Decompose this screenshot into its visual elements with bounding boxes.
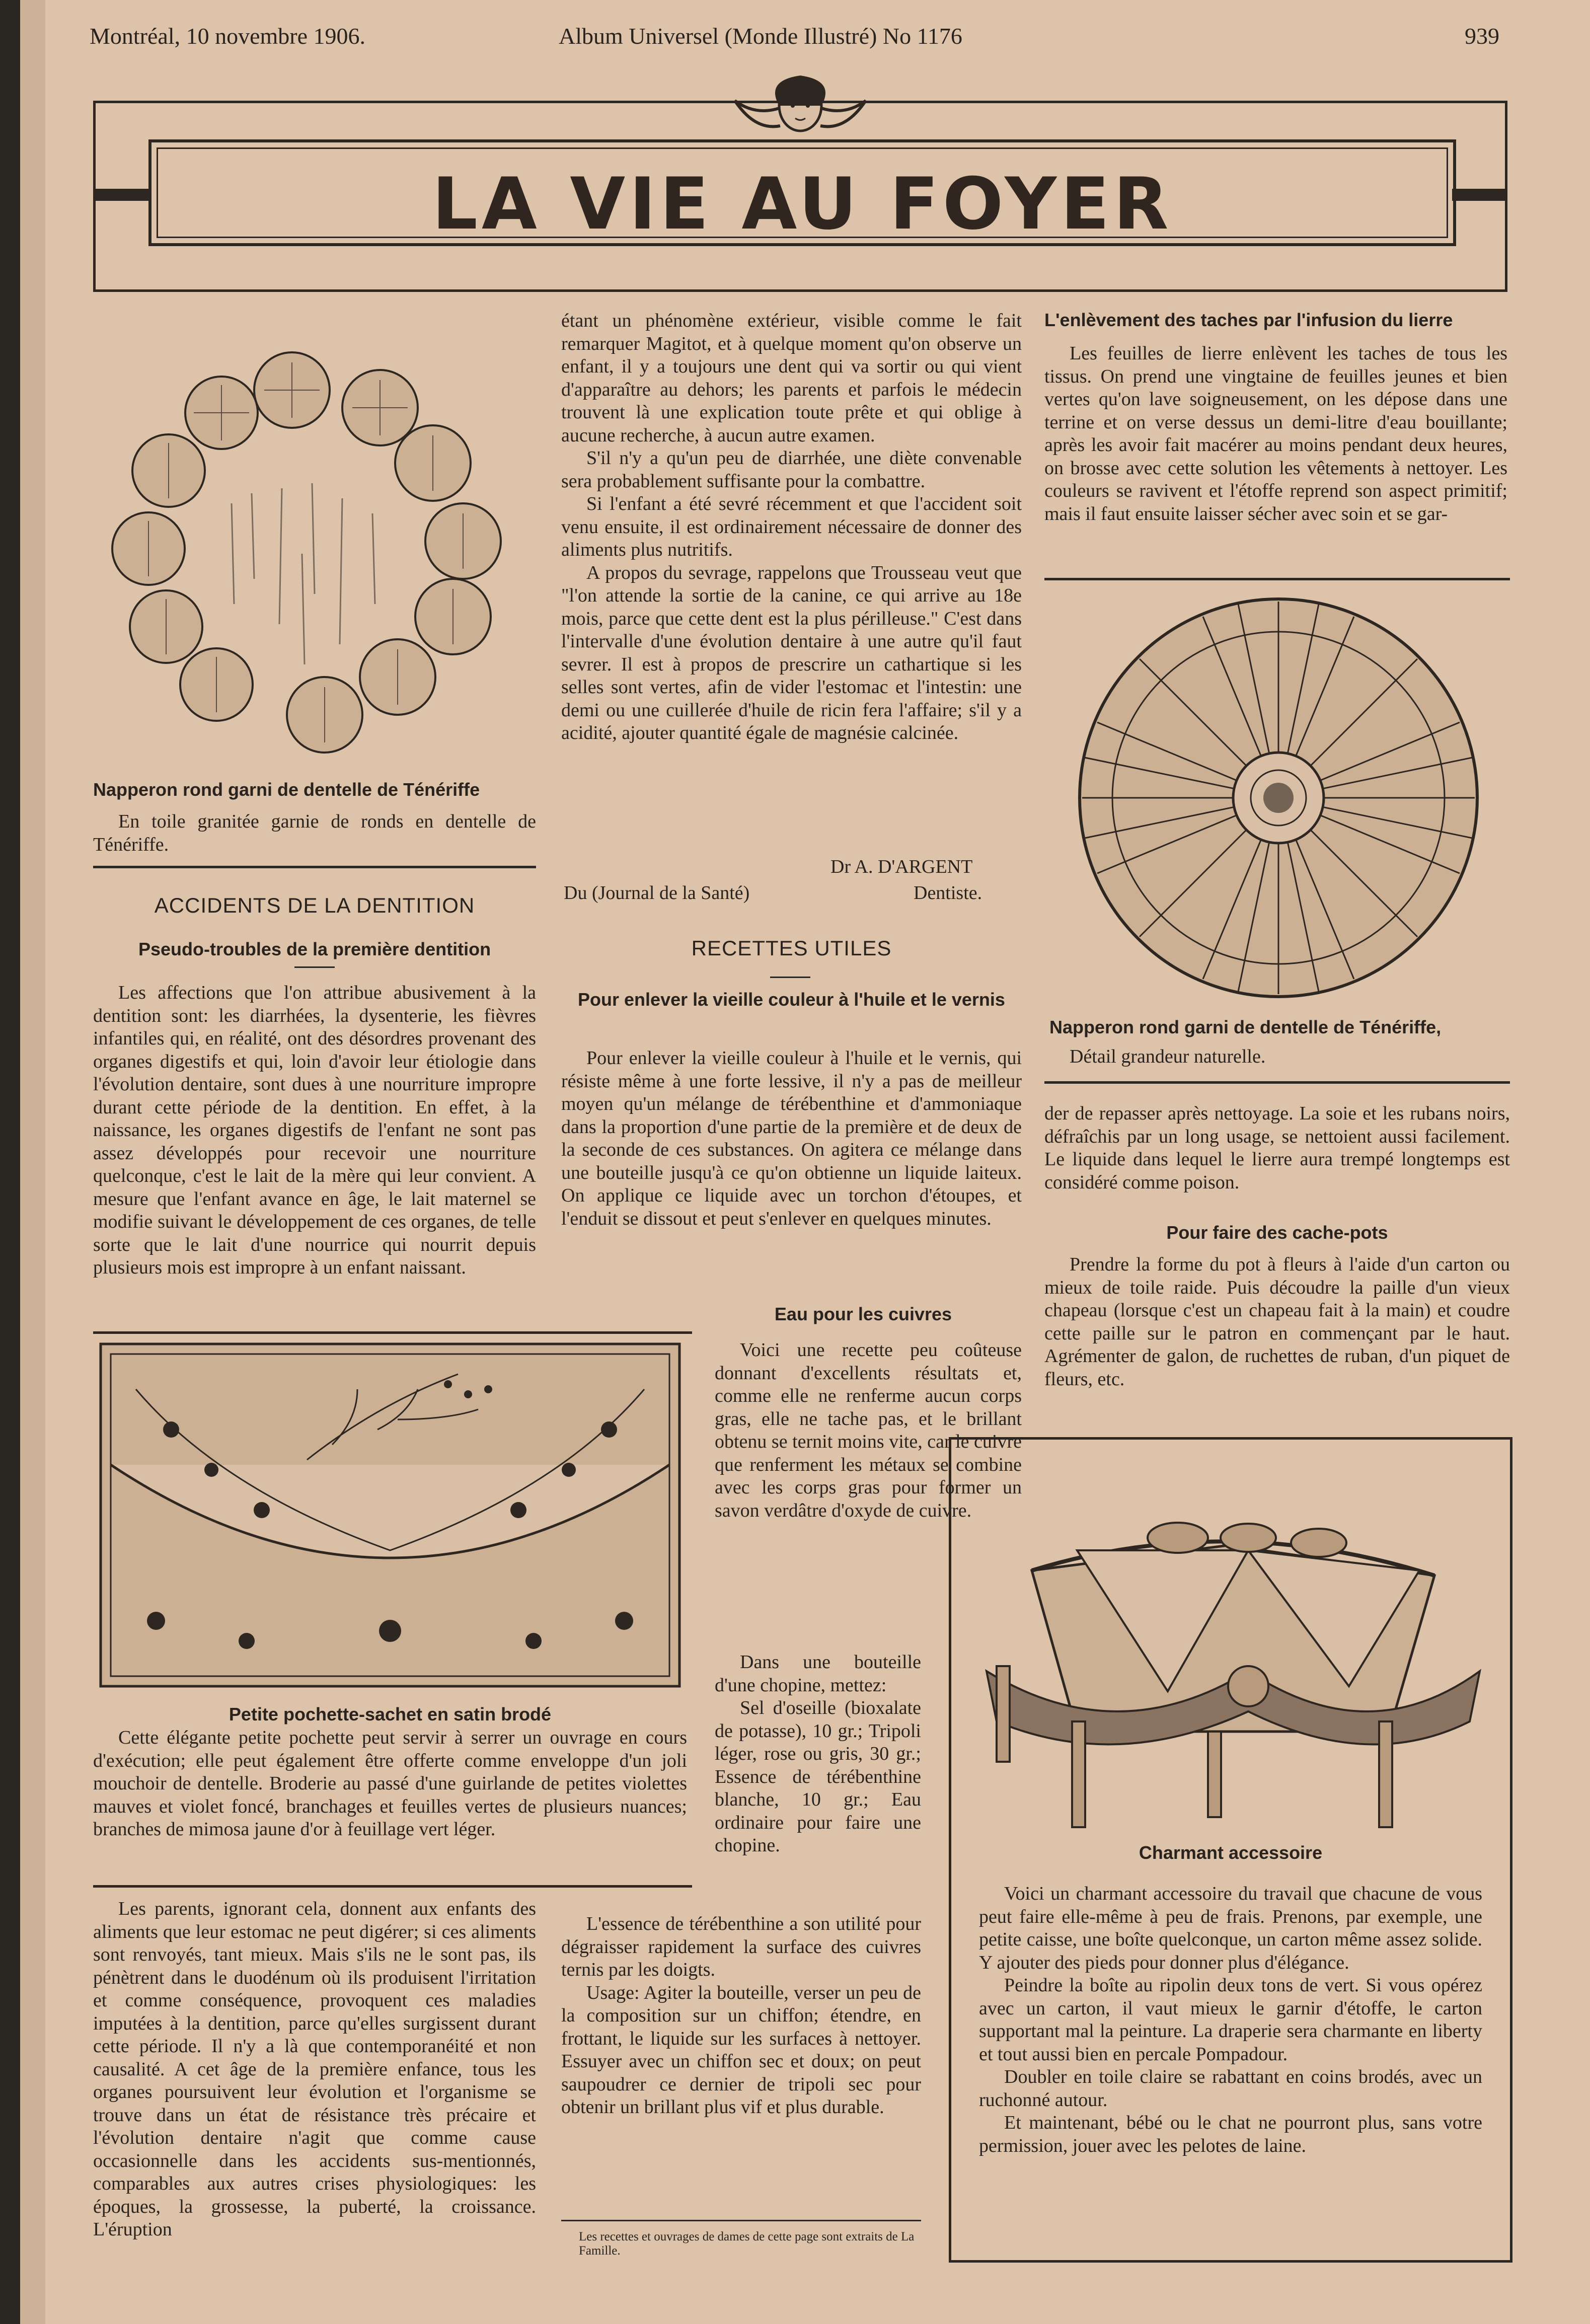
lierre-paragraph: Les feuilles de lierre enlèvent les taches de tous les tissus. On prend une vingtaine de feuilles jeunes et bien vertes qu'on lave soigneusement, on les dépose dans une terrine et on verse dessus un demi-litre d'eau bouillante; après les avoir fait macérer au moins pendant deux heures, on brosse avec cette solution les vêtements à nettoyer. Les couleurs se ravivent et l'étoffe reprend son aspect primitif; mais il faut ensuite laisser sécher avec soin et se gar- [1044,343,1507,524]
pochette-illustration [96,1339,685,1691]
recettes-heading: RECETTES UTILES [691,936,892,960]
napperon-caption: Napperon rond garni de dentelle de Ténériffe [93,779,480,800]
accessoire-paragraph: Doubler en toile claire se rabattant en coins brodés, avec un ruchonné autour. [979,2066,1482,2111]
title-inner-frame [148,139,1456,246]
pochette-description [93,1727,687,1841]
header-page-number: 939 [1465,23,1499,49]
author-signature: Dr A. D'ARGENT [830,856,973,877]
lierre-heading: L'enlèvement des taches par l'infusion du lierre [1044,310,1453,330]
rule [1044,578,1510,580]
dentition-paragraph: Les affections que l'on attribue abusivement à la dentition sont: les diarrhées, la dysenterie, les fièvres infantiles qui, en réalité, ont des désordres provenant des organes digestifs et qui, loin d'avoir leur étiologie dans l'évolution dentaire, sont dues à une nourriture impropre durant cette période de la dentition. En effet, à la naissance, les organes digestifs de l'enfant ne sont pas assez développés pour recevoir une nourriture quelconque, c'est le lait de la mère qui leur convient. A mesure que l'enfant avance en âge, le lait maternel se modifie suivant le développement de ces organes, de telle sorte que le lait d'une nourrice qui nourrit depuis plusieurs mois est impropre à un enfant naissant. [93,982,536,1278]
napperon-detail-desc: Détail grandeur naturelle. [1070,1046,1266,1067]
recipe-paragraph: Sel d'oseille (bioxalate de potasse), 10 gr.; Tripoli léger, rose ou gris, 30 gr.; Essence de térébenthine blanche, 10 gr.; Eau ordinaire pour faire une chopine. [715,1697,921,1856]
dentition-heading: ACCIDENTS DE LA DENTITION [154,893,475,917]
dentition-paragraph: A propos du sevrage, rappelons que Trousseau veut que "l'on attende la sortie de la canine, ce qui arrive au 18e mois, parce que cette dent est la plus périlleuse." C'est dans l'intervalle d'une évolution dentaire à une autre qu'il faut sevrer. Il est à propos de prescrire un cathartique si les selles sont vertes, afin de vider l'estomac et l'intestin: une demi ou une cuillerée d'huile de ricin fera l'affaire; s'il y a acidité, ajouter quantité égale de magnésie calcinée. [561,562,1022,743]
footnote: Les recettes et ouvrages de dames de cette page sont extraits de La Famille. [579,2230,915,2258]
accessoire-paragraph: Et maintenant, bébé ou le chat ne pourront plus, sans votre permission, jouer avec les pelotes de laine. [979,2112,1482,2156]
napperon-detail-illustration [1067,586,1490,1009]
accessoire-box [949,1437,1512,2263]
section-title-frame [93,101,1507,292]
accessoire-paragraph: Voici un charmant accessoire du travail que chacune de vous peut faire elle-même à peu de frais. Prenons, par exemple, une petite caisse, une boîte quelconque, un carton même assez solide. Y ajouter des pieds pour donner plus d'élégance. [979,1883,1482,1973]
cachepots-title: Pour faire des cache-pots [1166,1222,1388,1243]
recipe2-ingredients [715,1651,921,1857]
rule [561,2220,921,2221]
napperon-description [93,810,536,856]
rule [93,1885,692,1888]
dentition-paragraph: S'il n'y a qu'un peu de diarrhée, une diète convenable sera probablement suffisante pour la combattre. [561,447,1022,492]
header-publication: Album Universel (Monde Illustré) No 1176 [559,23,962,49]
napperon-desc-text: En toile granitée garnie de ronds en dentelle de Ténériffe. [93,811,536,855]
dentition-paragraph: étant un phénomène extérieur, visible comme le fait remarquer Magitot, et à quelque moment qu'on observe un enfant, il y a toujours une dent qui va sortir ou qui vient d'apparaître au dehors; les parents et parfois le médecin trouvent là une explication toute prête et qui oblige à aucune recherche, à aucun autre examen. [561,310,1022,446]
section-title: LA VIE AU FOYER [432,163,1173,246]
napperon-detail-caption: Napperon rond garni de dentelle de Ténériffe, [1049,1017,1442,1037]
recipe1-title: Pour enlever la vieille couleur à l'huile et le vernis [578,989,1005,1010]
lierre-text [1044,342,1507,526]
recipe-paragraph: L'essence de térébenthine a son utilité pour dégraisser rapidement la surface des cuivres ternis par les doigts. [561,1913,921,1980]
dentition-article-continued [561,310,1022,745]
title-bar-right [1452,189,1505,201]
accessoire-caption: Charmant accessoire [1139,1842,1323,1863]
recipe2-usage [561,1913,921,2119]
short-rule [770,977,810,978]
recipe-paragraph: Dans une bouteille d'une chopine, mettez: [715,1652,921,1696]
header-date: Montréal, 10 novembre 1906. [90,23,366,49]
recipe1-text [561,1047,1022,1230]
dentition-article-part2 [93,1898,536,2241]
napperon-illustration [101,342,513,770]
woman-head-ornament [725,70,876,141]
dentition-article-part1 [93,982,536,1280]
recipe-paragraph: Pour enlever la vieille couleur à l'huile et le vernis, qui résiste même à une forte lessive, il n'y a pas de meilleur moyen qu'un mélange de térébenthine et d'ammoniaque dans la proportion d'une partie de la première et de deux de la seconde de ces substances. On agitera ce mélange dans une bouteille jusqu'à ce qu'on obtienne un liquide laiteux. On applique ce liquide avec un torchon d'étoupes, et l'enduit se dissout et peut s'enlever en quelques minutes. [561,1047,1022,1229]
dentition-paragraph: Si l'enfant a été sevré récemment et que l'accident soit venu ensuite, il est ordinairement nécessaire de donner des aliments plus nutritifs. [561,493,1022,560]
source-line: Du (Journal de la Santé) [564,882,750,904]
rule [93,866,536,868]
accessoire-text [979,1883,1482,2157]
recipe-paragraph: Voici une recette peu coûteuse donnant d'excellents résultats et, comme elle ne renferme aucun corps gras, elle ne tache pas, et le brillant obtenu se ternit moins vite, car le cuivre que renferment les métaux se combine avec les corps gras pour former un savon verdâtre d'oxyde de cuivre. [715,1339,1022,1521]
title-bar-left [96,189,148,201]
author-title: Dentiste. [914,882,982,904]
accessoire-illustration [966,1450,1495,1832]
short-rule [294,966,335,968]
dentition-subheading: Pseudo-troubles de la première dentition [138,939,491,959]
lierre-paragraph: der de repasser après nettoyage. La soie et les rubans noirs, défraîchis par un long usage, se nettoient aussi facilement. Le liquide dans lequel le lierre aura trempé longtemps est considéré comme poison. [1044,1103,1510,1193]
rule [1044,1081,1510,1084]
lierre-text-continued [1044,1102,1510,1194]
recipe2-title: Eau pour les cuivres [774,1304,952,1324]
pochette-caption: Petite pochette-sachet en satin brodé [229,1704,552,1725]
recipe-paragraph: Usage: Agiter la bouteille, verser un peu de la composition sur un chiffon; étendre, en frottant, le liquide sur les surfaces à nettoyer. Essuyer avec un chiffon sec et doux; on peut saupoudrer ce dernier de tripoli sec pour obtenir un brillant plus vif et plus durable. [561,1982,921,2118]
pochette-desc-text: Cette élégante petite pochette peut servir à serrer un ouvrage en cours d'exécution; elle peut également être offerte comme enveloppe d'un joli mouchoir de dentelle. Broderie au passé d'une guirlande de petites violettes mauves et violet foncé, branchages et feuilles vertes de plusieurs nuances; branches de mimosa jaune d'or à feuillage vert léger. [93,1727,687,1840]
dentition-paragraph: Les parents, ignorant cela, donnent aux enfants des aliments que leur estomac ne peut digérer; si ces aliments sont renvoyés, tant mieux. Mais s'ils ne le sont pas, ils pénètrent dans le duodénum où ils produisent l'irritation et comme conséquence, provoquent ces maladies imputées à la dentition, parce qu'elles surgissent durant cette période. Il n'y a là que contemporanéité et non causalité. A cet âge de la première enfance, tous les organes poursuivent leur évolution et l'organisme se trouve dans un état de résistance très précaire et l'évolution dentaire n'agit que comme cause occasionnelle dans les accidents sus-mentionnés, comparables aux autres crises physiologiques: les époques, la grossesse, la puberté, la croissance. L'éruption [93,1898,536,2240]
accessoire-paragraph: Peindre la boîte au ripolin deux tons de vert. Si vous opérez avec un carton, il vaut mieux le garnir d'étoffe, le carton supportant mal la peinture. La draperie sera charmante en liberty et tout aussi bien en percale Pompadour. [979,1975,1482,2065]
cachepots-paragraph: Prendre la forme du pot à fleurs à l'aide d'un carton ou mieux de toile raide. Puis découdre la paille d'un vieux chapeau (lorsque c'est un chapeau fait à la main) et coudre cette paille sur le patron en commençant par le haut. Agrémenter de galon, de ruchettes de ruban, d'un piquet de fleurs, etc. [1044,1254,1510,1390]
rule [93,1331,692,1334]
cachepots-text [1044,1253,1510,1391]
